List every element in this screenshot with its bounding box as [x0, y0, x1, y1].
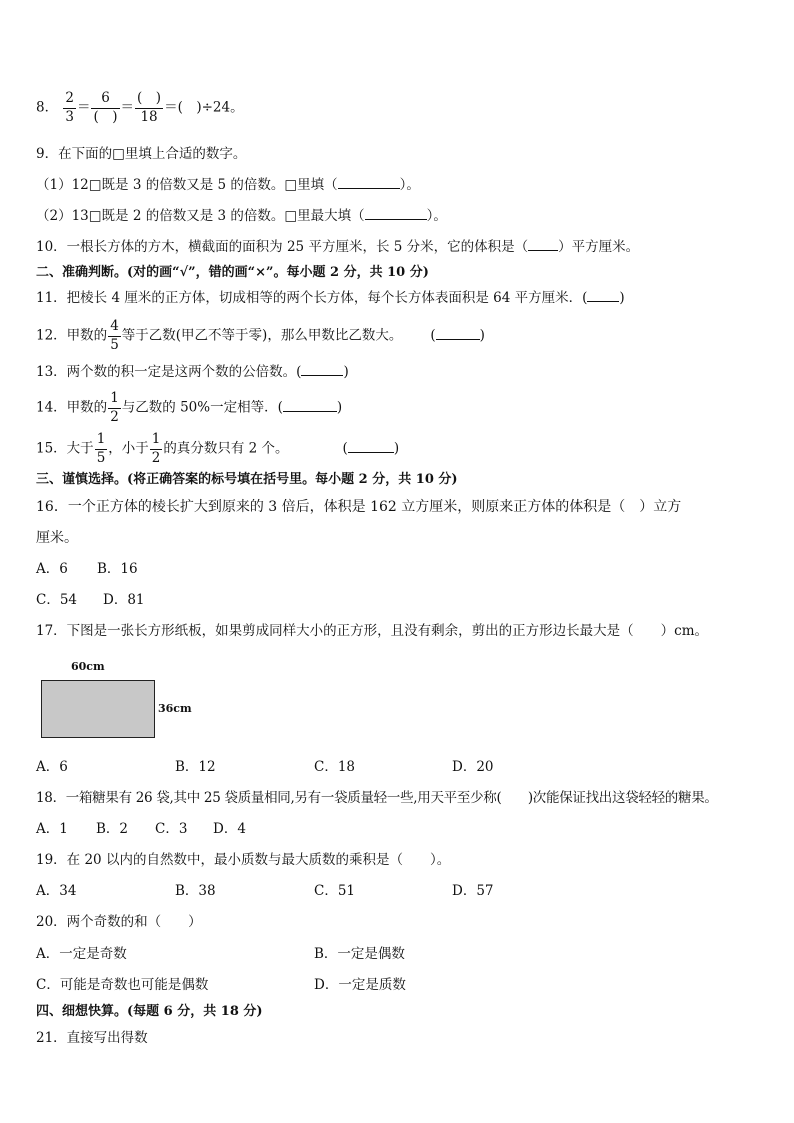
rectangle-height-label: 36cm — [158, 702, 192, 715]
question-20: 20．两个奇数的和（ ） — [36, 914, 202, 930]
option-b[interactable]: B．38 — [175, 883, 216, 899]
question-16-line-2: 厘米。 — [36, 530, 78, 546]
option-d[interactable]: D．81 — [103, 592, 145, 608]
option-c[interactable]: C．可能是奇数也可能是偶数 — [36, 977, 209, 993]
question-10: 10．一根长方体的方木，横截面的面积为 25 平方厘米，长 5 分米，它的体积是（ ）平方厘米。 — [36, 239, 640, 255]
answer-blank[interactable] — [528, 250, 558, 251]
option-c[interactable]: C．54 — [36, 592, 78, 608]
section-4-heading: 四、细想快算。(每题 6 分，共 18 分) — [36, 1004, 263, 1019]
question-19: 19．在 20 以内的自然数中，最小质数与最大质数的乘积是（ ）。 — [36, 852, 451, 868]
question-9-stem: 9．在下面的□里填上合适的数字。 — [36, 146, 247, 162]
option-b[interactable]: B．一定是偶数 — [314, 946, 405, 962]
question-number: 8． — [36, 99, 59, 116]
fraction: $\frac{1}{2}$ — [151, 431, 161, 466]
question-18: 18．一箱糖果有 26 袋,其中 25 袋质量相同,另有一袋质量轻一些,用天平至少称( )次能保证找出这袋轻轻的糖果。 — [36, 790, 718, 806]
fraction: $\frac{4}{5}$ — [110, 318, 119, 353]
fraction: $\frac{6}{( )}$ — [93, 90, 118, 125]
fraction: $\frac{1}{2}$ — [110, 390, 119, 425]
option-d[interactable]: D．20 — [452, 759, 494, 775]
option-a[interactable]: A．34 — [36, 883, 77, 899]
question-14: 14．甲数的 $\frac{1}{2}$ 与乙数的 50%一定相等．( ) — [36, 390, 343, 425]
option-b[interactable]: B．2 — [96, 821, 129, 837]
answer-blank[interactable] — [348, 452, 394, 453]
question-15: 15．大于 $\frac{1}{5}$ ，小于 $\frac{1}{2}$ 的真分数只有 2 个。 ( ) — [36, 431, 400, 466]
option-b[interactable]: B．12 — [175, 759, 216, 775]
rectangle-width-label: 60cm — [71, 660, 105, 673]
option-a[interactable]: A．1 — [36, 821, 68, 837]
fraction: $\frac{( )}{18}$ — [137, 90, 162, 125]
question-21: 21．直接写出得数 — [36, 1030, 148, 1046]
option-a[interactable]: A．6 — [36, 759, 68, 775]
section-3-heading: 三、谨慎选择。(将正确答案的标号填在括号里。每小题 2 分，共 10 分) — [36, 472, 458, 487]
option-a[interactable]: A．一定是奇数 — [36, 946, 127, 962]
option-c[interactable]: C．51 — [314, 883, 356, 899]
answer-blank[interactable] — [365, 219, 427, 220]
fraction: $\frac{1}{5}$ — [96, 431, 106, 466]
question-8: 8． $\frac{2}{3}$ ＝ $\frac{6}{( )}$ ＝ $\frac{( )}{18}$ ＝( )÷24。 — [36, 90, 244, 125]
option-d[interactable]: D．4 — [213, 821, 246, 837]
answer-blank[interactable] — [436, 339, 480, 340]
answer-blank[interactable] — [283, 411, 337, 412]
option-d[interactable]: D．一定是质数 — [314, 977, 406, 993]
option-c[interactable]: C．18 — [314, 759, 356, 775]
answer-blank[interactable] — [587, 301, 619, 302]
question-9-part-2: （2）13□既是 2 的倍数又是 3 的倍数。□里最大填（ ）。 — [36, 208, 447, 224]
question-13: 13．两个数的积一定是这两个数的公倍数。( ) — [36, 364, 349, 380]
fraction: $\frac{2}{3}$ — [65, 90, 74, 125]
question-16-line-1: 16．一个正方体的棱长扩大到原来的 3 倍后，体积是 162 立方厘米，则原来正方体的体积是（ ）立方 — [36, 499, 682, 515]
question-9-part-1: （1）12□既是 3 的倍数又是 5 的倍数。□里填（ ）。 — [36, 177, 420, 193]
option-d[interactable]: D．57 — [452, 883, 494, 899]
option-c[interactable]: C．3 — [155, 821, 188, 837]
option-b[interactable]: B．16 — [97, 561, 138, 577]
question-11: 11．把棱长 4 厘米的正方体，切成相等的两个长方体，每个长方体表面积是 64 平方厘米．( ) — [36, 290, 625, 306]
answer-blank[interactable] — [301, 375, 343, 376]
question-12: 12．甲数的 $\frac{4}{5}$ 等于乙数(甲乙不等于零)，那么甲数比乙数大。 ( ) — [36, 318, 485, 353]
option-a[interactable]: A．6 — [36, 561, 68, 577]
section-2-heading: 二、准确判断。(对的画“√”，错的画“×”。每小题 2 分，共 10 分) — [36, 265, 429, 280]
answer-blank[interactable] — [338, 188, 400, 189]
rectangle-diagram — [41, 680, 155, 738]
question-17: 17．下图是一张长方形纸板，如果剪成同样大小的正方形，且没有剩余，剪出的正方形边长最大是（ ）cm。 — [36, 623, 709, 639]
